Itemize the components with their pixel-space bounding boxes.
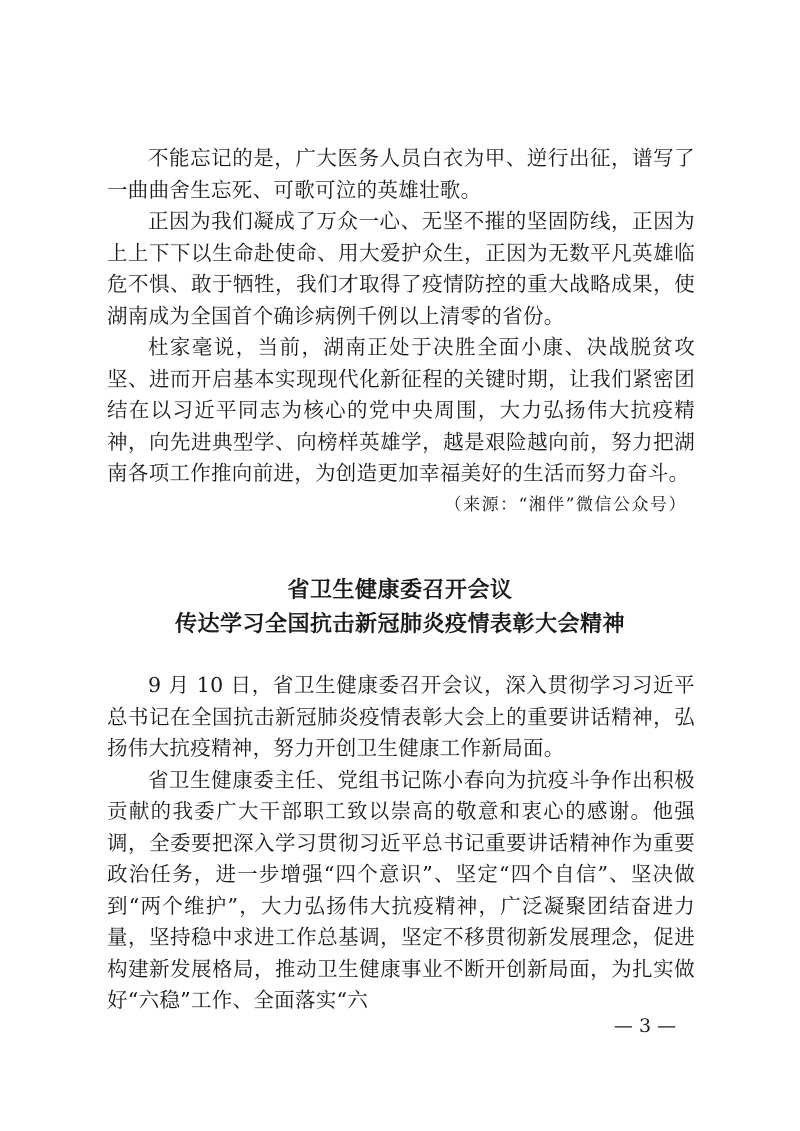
paragraph: 不能忘记的是，广大医务人员白衣为甲、逆行出征，谱写了一曲曲舍生忘死、可歌可泣的英雄壮歌。 [107,146,695,202]
previous-article-continuation [107,143,695,521]
paragraph: 正因为我们凝成了万众一心、无坚不摧的坚固防线，正因为上上下下以生命赴使命、用大爱护众生，正因为无数平凡英雄临危不惧、敢于牺牲，我们才取得了疫情防控的重大战略成果，使湖南成为全国首个确诊病例千例以上清零的省份。 [107,209,695,328]
article-title-line-2: 传达学习全国抗击新冠肺炎疫情表彰大会精神 [174,612,625,637]
source-citation: （来源：“湘伴”微信公众号） [444,494,687,515]
article-title-line-1: 省卫生健康委召开会议 [287,578,513,603]
paragraph: 9 月 10 日，省卫生健康委召开会议，深入贯彻学习习近平总书记在全国抗击新冠肺炎疫情表彰大会上的重要讲话精神，弘扬伟大抗疫精神，努力开创卫生健康工作新局面。 [107,673,695,760]
paragraph: 省卫生健康委主任、党组书记陈小春向为抗疫斗争作出积极贡献的我委广大干部职工致以崇高的敬意和衷心的感谢。他强调，全委要把深入学习贯彻习近平总书记重要讲话精神作为重要政治任务，进一步增强“四个意识”、坚定“四个自信”、坚决做到“两个维护”，大力弘扬伟大抗疫精神，广泛凝聚团结奋进力量，坚持稳中求进工作总基调，坚定不移贯彻新发展理念，促进构建新发展格局，推动卫生健康事业不断开创新局面，为扎实做好“六稳”工作、全面落实“六 [107,767,695,1012]
page-number: — 3 — [613,1015,677,1037]
article-body [107,670,695,1017]
paragraph: 杜家毫说，当前，湖南正处于决胜全面小康、决战脱贫攻坚、进而开启基本实现现代化新征程的关键时期，让我们紧密团结在以习近平同志为核心的党中央周围，大力弘扬伟大抗疫精神，向先进典型学、向榜样英雄学，越是艰险越向前，努力把湖南各项工作推向前进，为创造更加幸福美好的生活而努力奋斗。 [107,335,695,485]
